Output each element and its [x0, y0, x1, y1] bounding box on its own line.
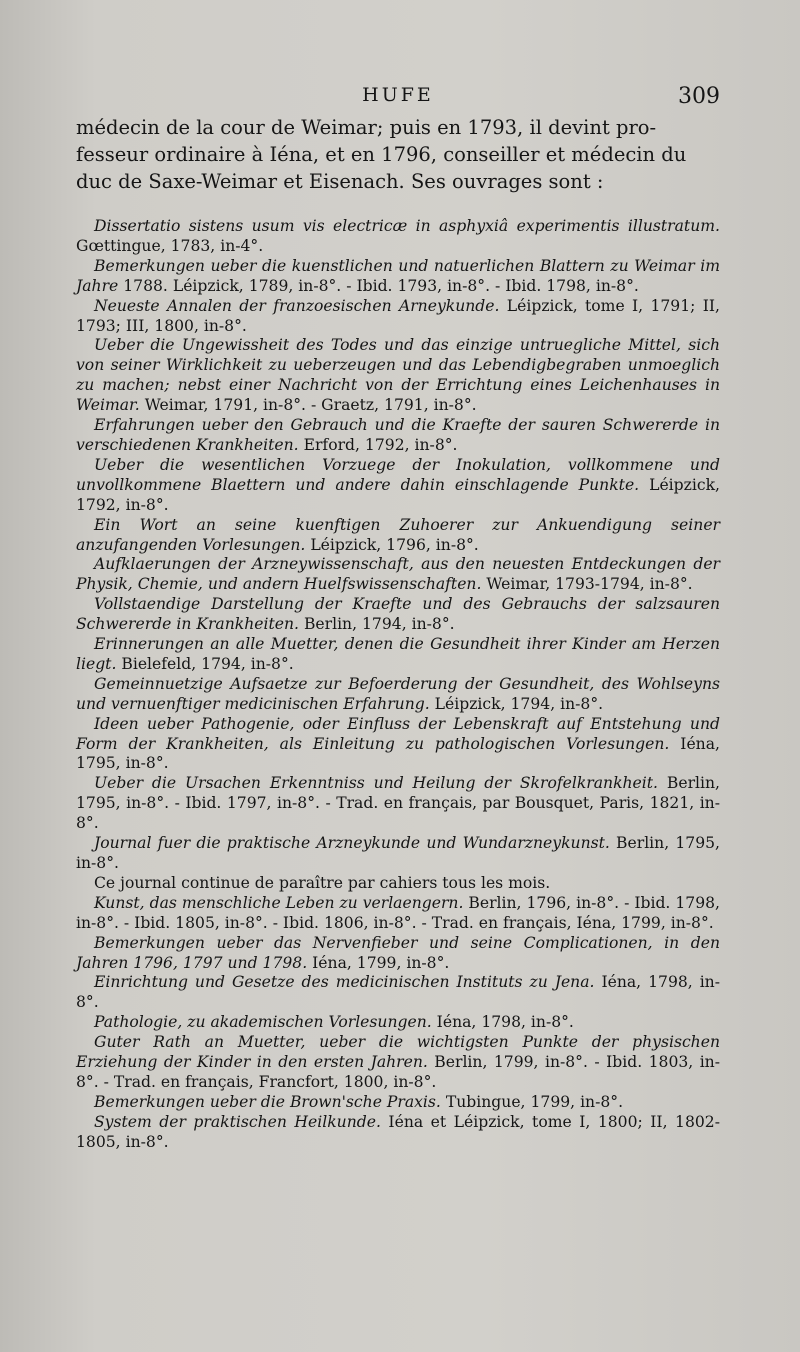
work-title: Gemeinnuetzige Aufsaetze zur Befoerderung der Gesundheit, des Wohlseyns und vernuenftiger medicinischen Erfahrung.	[76, 674, 720, 713]
work-title: Pathologie, zu akademischen Vorlesungen.	[94, 1013, 432, 1032]
work-entry	[76, 416, 720, 456]
work-title: Bemerkungen ueber die Brown'sche Praxis.	[94, 1092, 441, 1111]
running-head	[76, 84, 720, 114]
work-publication: Weimar, 1791, in-8°. - Graetz, 1791, in-8°.	[139, 396, 477, 415]
work-entry	[76, 635, 720, 675]
intro-line: médecin de la cour de Weimar; puis en 1793, il devint pro-	[76, 116, 657, 139]
work-publication: Tubingue, 1799, in-8°.	[440, 1092, 624, 1111]
work-publication: Berlin, 1795, in-8°.	[76, 834, 720, 872]
work-entry	[76, 834, 720, 874]
work-title: Vollstaendige Darstellung der Kraefte und des Gebrauchs der salzsauren Schwererde in Krankheiten.	[76, 595, 720, 634]
work-entry	[76, 675, 720, 715]
works-list	[76, 217, 720, 1153]
intro-line: fesseur ordinaire à Iéna, et en 1796, conseiller et médecin du	[76, 143, 687, 166]
work-publication: Bielefeld, 1794, in-8°.	[116, 654, 294, 673]
work-entry	[76, 874, 720, 894]
work-entry	[76, 1093, 720, 1113]
work-title: Ideen ueber Pathogenie, oder Einfluss der Lebenskraft auf Entstehung und Form der Krankheiten, als Einleitung zu pathologischen Vorlesungen.	[76, 714, 720, 753]
work-publication: Weimar, 1793-1794, in-8°.	[481, 575, 693, 594]
work-title: Bemerkungen ueber die kuenstlichen und natuerlichen Blattern zu Weimar im Jahre	[76, 256, 720, 295]
work-publication: Iéna, 1795, in-8°.	[76, 734, 720, 773]
work-title: System der praktischen Heilkunde.	[94, 1112, 381, 1131]
work-title: Bemerkungen ueber das Nervenfieber und seine Complicationen, in den Jahren 1796, 1797 und 1798.	[76, 933, 720, 972]
work-title: Journal fuer die praktische Arzneykunde und Wundarzneykunst.	[94, 834, 610, 853]
work-entry	[76, 555, 720, 595]
work-title: Ueber die Ungewissheit des Todes und das einzige untruegliche Mittel, sich von seiner Wirklichkeit zu ueberzeugen und das Lebendigbegraben unmoeglich zu machen; nebst einer Nachricht von der Errichtung eines Leichenhauses in Weimar.	[76, 336, 720, 415]
work-publication: Erford, 1792, in-8°.	[298, 435, 458, 454]
work-entry	[76, 973, 720, 1013]
work-publication: Ce journal continue de paraître par cahiers tous les mois.	[94, 873, 551, 892]
work-publication: Iéna, 1799, in-8°.	[307, 953, 450, 972]
work-title: Einrichtung und Gesetze des medicinischen Instituts zu Jena.	[94, 973, 595, 992]
work-publication: Berlin, 1795, in-8°. - Ibid. 1797, in-8°. - Trad. en français, par Bousquet, Paris, 1821, in-8°.	[76, 774, 720, 833]
work-entry	[76, 217, 720, 257]
work-entry	[76, 934, 720, 974]
page-number: 309	[678, 84, 720, 109]
work-title: Erfahrungen ueber den Gebrauch und die Kraefte der sauren Schwererde in verschiedenen Krankheiten.	[76, 416, 720, 454]
work-publication: Iéna, 1798, in-8°.	[76, 973, 720, 1012]
work-entry	[76, 456, 720, 516]
work-publication: Iéna et Léipzick, tome I, 1800; II, 1802-1805, in-8°.	[76, 1112, 720, 1151]
work-publication: Léipzick, tome I, 1791; II, 1793; III, 1800, in-8°.	[76, 296, 720, 335]
work-entry	[76, 257, 720, 297]
work-title: Ein Wort an seine kuenftigen Zuhoerer zur Ankuendigung seiner anzufangenden Vorlesungen.	[76, 515, 720, 554]
work-entry	[76, 1113, 720, 1153]
work-title: Erinnerungen an alle Muetter, denen die Gesundheit ihrer Kinder am Herzen liegt.	[76, 635, 720, 673]
work-entry	[76, 595, 720, 635]
work-title: Neueste Annalen der franzoesischen Arneykunde.	[94, 296, 500, 315]
work-title: Ueber die wesentlichen Vorzuege der Inokulation, vollkommene und unvollkommene Blaettern und andere dahin einschlagende Punkte.	[76, 455, 720, 494]
work-publication: Léipzick, 1794, in-8°.	[429, 694, 604, 713]
work-publication: Léipzick, 1796, in-8°.	[305, 535, 479, 554]
work-title: Guter Rath an Muetter, ueber die wichtigsten Punkte der physischen Erziehung der Kinder in den ersten Jahren.	[76, 1033, 720, 1072]
work-entry	[76, 516, 720, 556]
work-entry	[76, 1013, 720, 1033]
work-publication: Iéna, 1798, in-8°.	[431, 1013, 574, 1032]
work-publication: Berlin, 1796, in-8°. - Ibid. 1798, in-8°. - Ibid. 1805, in-8°. - Ibid. 1806, in-8°. - Trad. en français, Iéna, 1799, in-8°.	[76, 893, 721, 932]
work-entry	[76, 774, 720, 834]
work-title: Kunst, das menschliche Leben zu verlaengern.	[94, 893, 464, 912]
work-publication: 1788. Léipzick, 1789, in-8°. - Ibid. 1793, in-8°. - Ibid. 1798, in-8°.	[118, 276, 639, 295]
work-title: Dissertatio sistens usum vis electricæ in asphyxiâ experimentis illustratum.	[94, 217, 720, 235]
intro-paragraph	[76, 114, 720, 195]
work-title: Ueber die Ursachen Erkenntniss und Heilung der Skrofelkrankheit.	[94, 774, 658, 793]
work-publication: Berlin, 1794, in-8°.	[298, 615, 455, 634]
work-publication: Léipzick, 1792, in-8°.	[76, 475, 720, 514]
work-title: Aufklaerungen der Arzneywissenschaft, aus den neuesten Entdeckungen der Physik, Chemie, und andern Huelfswissenschaften.	[76, 555, 720, 594]
work-entry	[76, 894, 720, 934]
running-title: HUFE	[362, 84, 434, 106]
work-entry	[76, 1033, 720, 1093]
work-entry	[76, 336, 720, 416]
intro-line: duc de Saxe-Weimar et Eisenach. Ses ouvrages sont :	[76, 170, 604, 193]
work-entry	[76, 297, 720, 337]
work-publication: Gœttingue, 1783, in-4°.	[76, 236, 264, 255]
work-publication: Berlin, 1799, in-8°. - Ibid. 1803, in-8°. - Trad. en français, Francfort, 1800, in-8°.	[76, 1053, 720, 1091]
work-entry	[76, 715, 720, 775]
